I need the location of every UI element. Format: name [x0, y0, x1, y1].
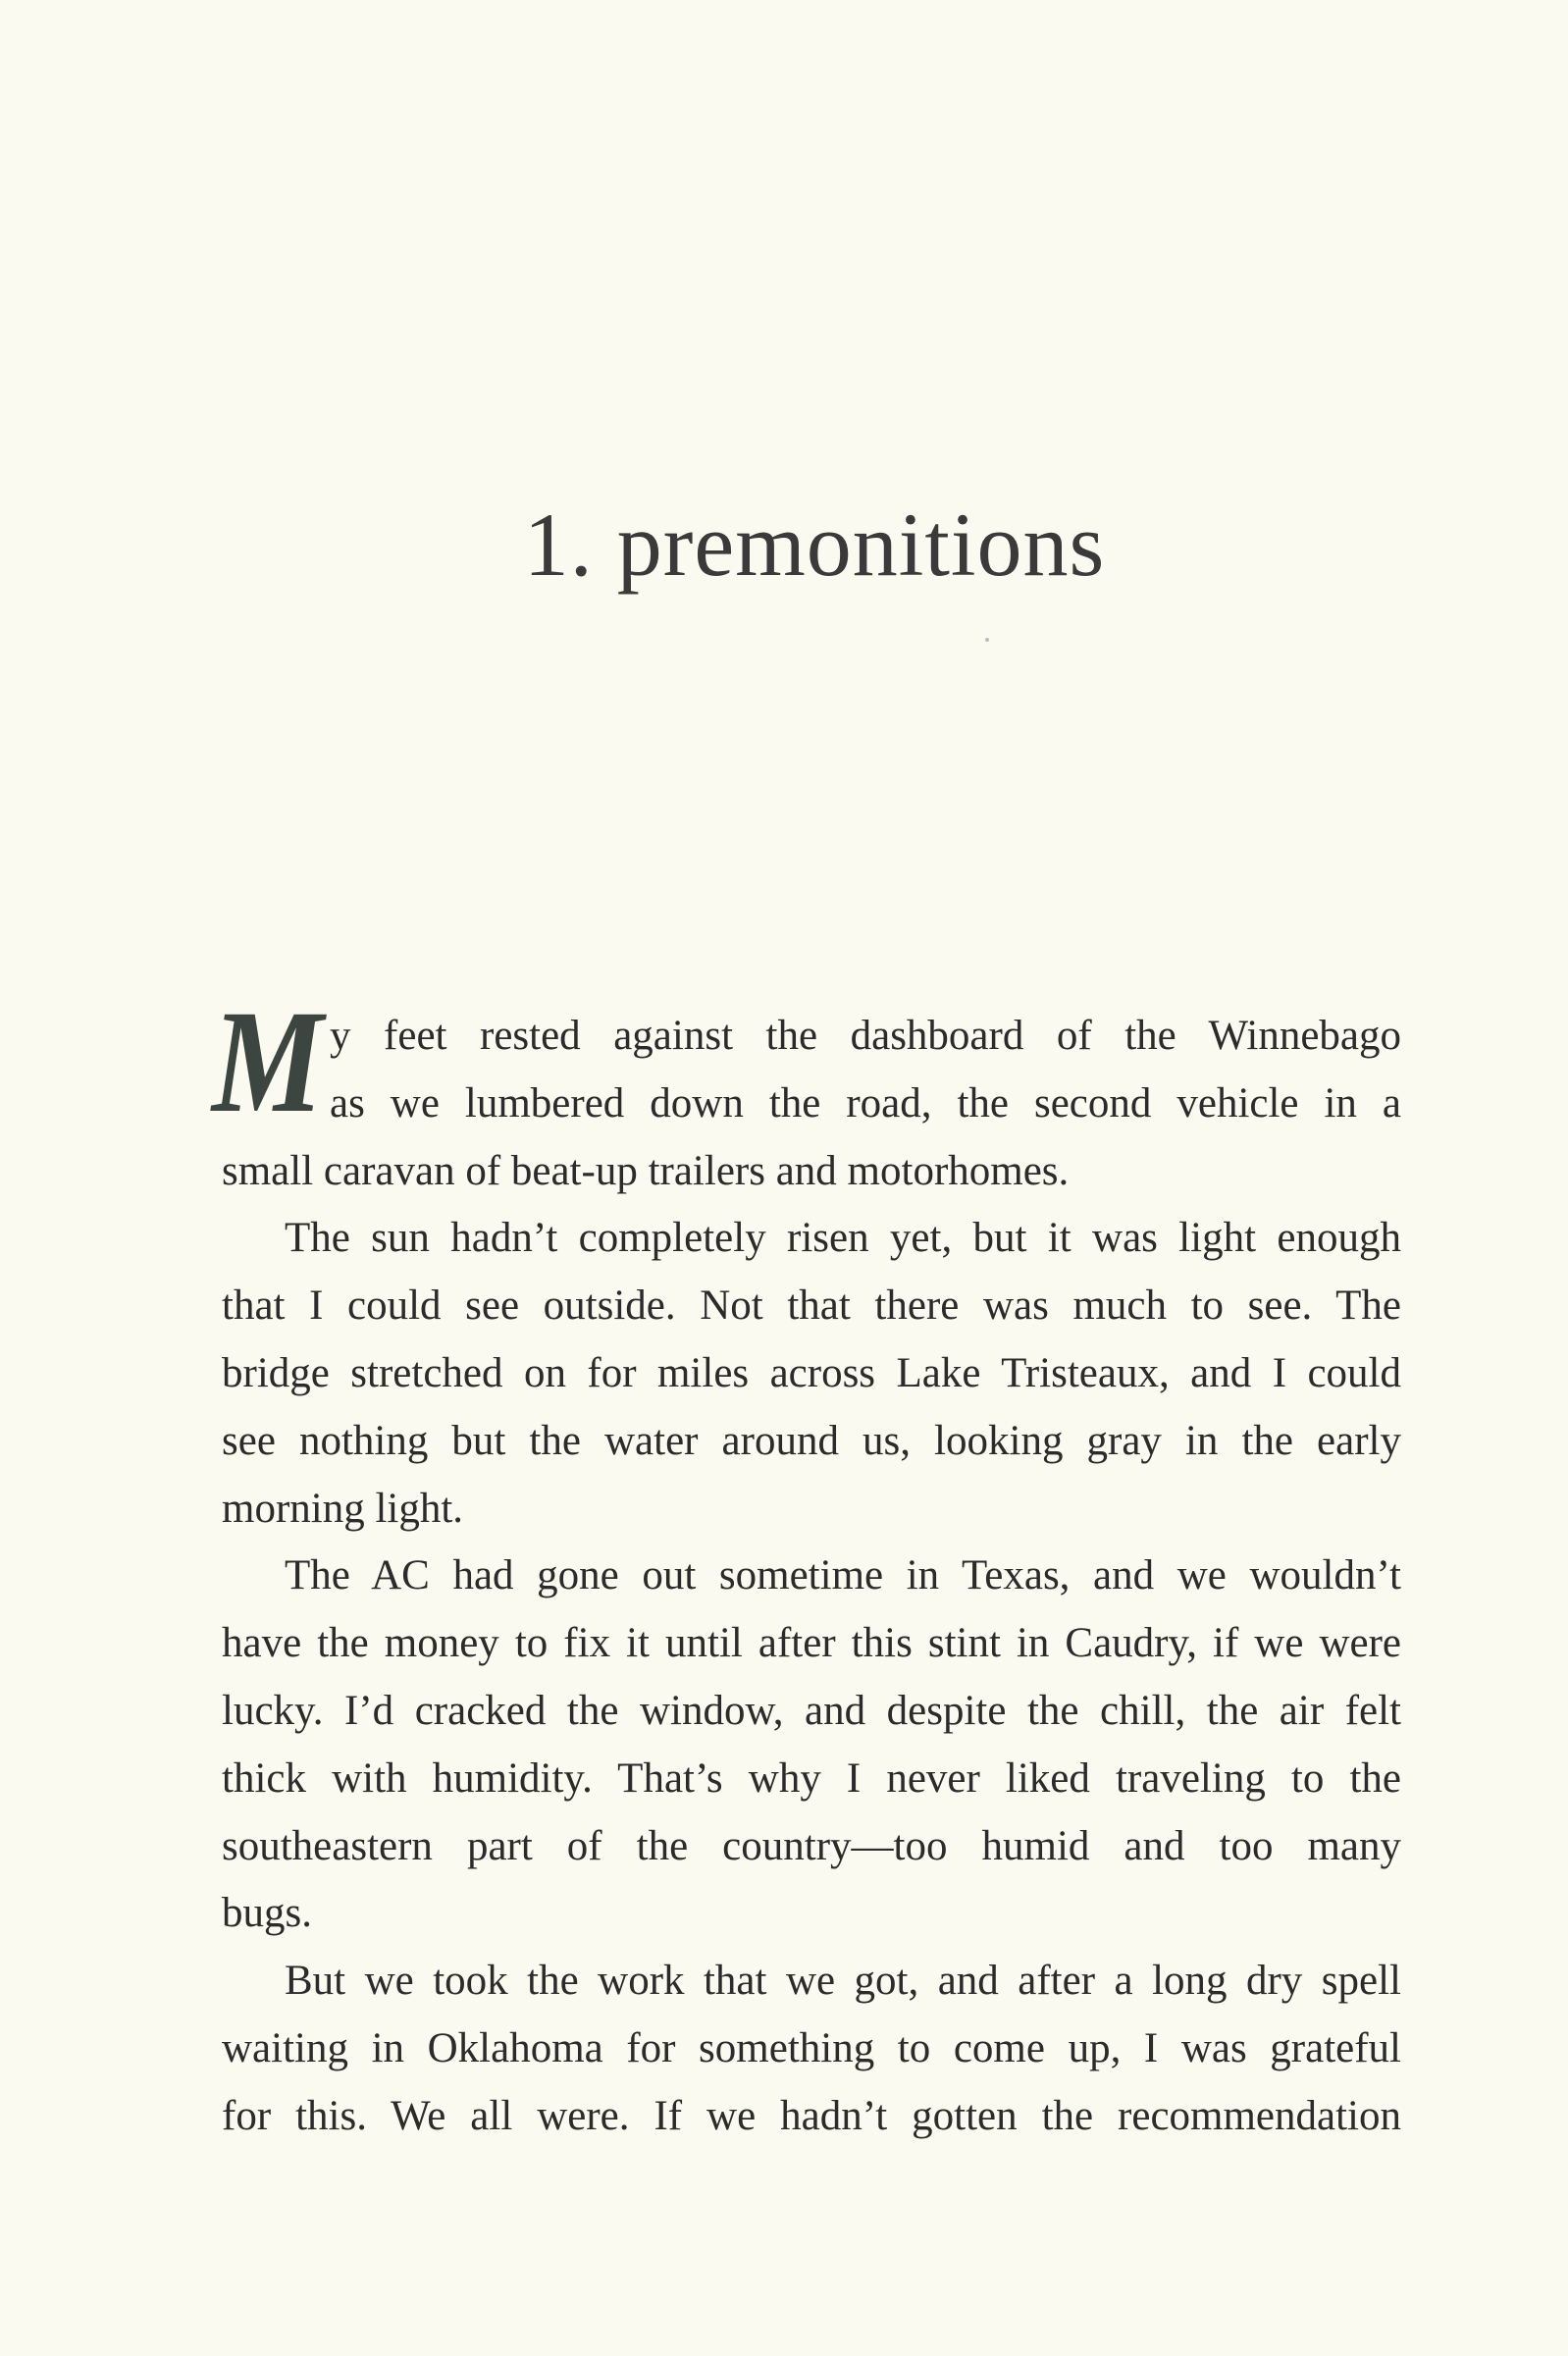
- text-line: bridge stretched on for miles across Lake Tristeaux, and I could: [222, 1350, 1401, 1396]
- chapter-title: 1. premonitions: [523, 495, 1106, 595]
- text-line: y feet rested against the dashboard of the Winnebago: [330, 1013, 1401, 1059]
- text-line: bugs.: [222, 1890, 312, 1937]
- text-line: waiting in Oklahoma for something to come up, I was grateful: [222, 2025, 1401, 2071]
- text-line: southeastern part of the country—too humid and too many: [222, 1822, 1401, 1869]
- text-line: The AC had gone out sometime in Texas, and we wouldn’t: [285, 1552, 1401, 1599]
- text-line: thick with humidity. That’s why I never liked traveling to the: [222, 1754, 1401, 1802]
- text-line: as we lumbered down the road, the second vehicle in a: [330, 1079, 1401, 1126]
- text-line: lucky. I’d cracked the window, and despite the chill, the air felt: [222, 1688, 1401, 1734]
- text-line: The sun hadn’t completely risen yet, but it was light enough: [285, 1215, 1401, 1262]
- text-line: see nothing but the water around us, looking gray in the early: [222, 1417, 1401, 1464]
- text-line: have the money to fix it until after this stint in Caudry, if we were: [222, 1620, 1401, 1667]
- text-line: But we took the work that we got, and after a long dry spell: [285, 1958, 1401, 2005]
- text-line: for this. We all were. If we hadn’t gotten the recommendation: [222, 2092, 1401, 2139]
- text-line: that I could see outside. Not that there was much to see. The: [222, 1283, 1401, 1330]
- scan-speck: [985, 638, 989, 642]
- drop-cap: M: [212, 980, 324, 1143]
- text-line: morning light.: [222, 1485, 464, 1532]
- text-line: small caravan of beat-up trailers and motorhomes.: [222, 1147, 1070, 1194]
